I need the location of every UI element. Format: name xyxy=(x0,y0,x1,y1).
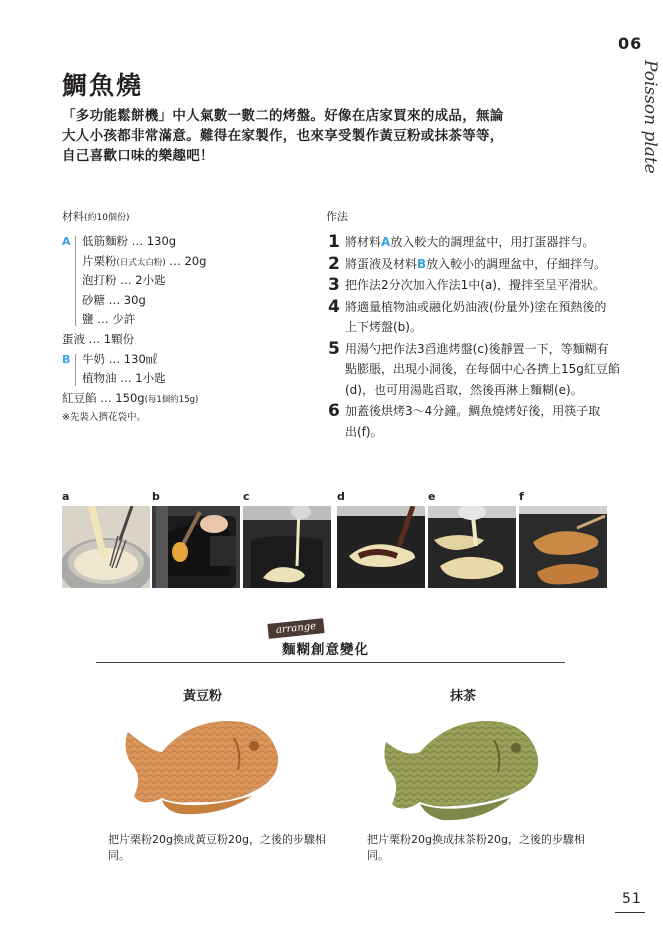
kinako-taiyaki-image xyxy=(122,712,282,824)
section-divider xyxy=(96,662,565,663)
intro-paragraph xyxy=(62,106,504,166)
photo-label: d xyxy=(337,490,345,503)
page-number: 51 xyxy=(622,891,642,907)
variation-desc-kinako: 把片栗粉20g換成黃豆粉20g，之後的步驟相同。 xyxy=(108,833,326,862)
ingredients-list xyxy=(62,232,262,408)
photo-label: f xyxy=(519,490,524,503)
step-item xyxy=(328,254,613,275)
step-text-line: 上下烤盤(b)。 xyxy=(345,320,422,334)
ingredient-item: 泡打粉 … 2小匙 xyxy=(82,273,166,288)
photo-label: a xyxy=(62,490,70,503)
step-number: 6 xyxy=(328,401,340,421)
photo-label: c xyxy=(243,490,250,503)
ingredient-item: 砂糖 … 30g xyxy=(82,292,146,307)
step-text-line: (d)，也可用湯匙舀取，然後再淋上麵糊(e)。 xyxy=(345,382,583,397)
group-b-label: B xyxy=(62,352,71,366)
arrange-title: 麵糊創意變化 xyxy=(282,642,369,658)
ingredient-item: A 低筋麵粉 … 130g xyxy=(62,232,262,252)
step-number: 3 xyxy=(328,275,340,295)
step-text-line: 把作法2分次加入作法1中(a)，攪拌至呈平滑狀。 xyxy=(345,278,605,292)
ingredients-note: ※先裝入擠花袋中。 xyxy=(62,412,146,423)
step-item xyxy=(328,401,613,442)
ingredients-heading: 材料 xyxy=(62,210,84,223)
step-item xyxy=(328,232,613,253)
intro-line: 「多功能鬆餅機」中人氣數一數二的烤盤。好像在店家買來的成品，無論 xyxy=(62,108,504,124)
matcha-taiyaki-image xyxy=(382,712,542,828)
step-text-line: 點膨脹，出現小洞後，在每個中心各擠上15g紅豆餡 xyxy=(345,362,620,376)
ingredients-title xyxy=(62,208,129,224)
group-a-label: A xyxy=(62,235,71,248)
page-number-underline xyxy=(615,912,645,913)
step-item xyxy=(328,275,613,296)
photo-a-mixing-bowl xyxy=(62,506,150,588)
variation-name-kinako: 黃豆粉 xyxy=(183,689,223,704)
step-item xyxy=(328,338,620,401)
photo-c-pouring-batter xyxy=(243,506,331,588)
step-text-line: 將適量植物油或融化奶油液(份量外)塗在預熱後的 xyxy=(345,299,607,314)
ingredient-item: 鹽 … 少許 xyxy=(82,312,136,327)
step-number: 2 xyxy=(328,253,340,274)
steps-title: 作法 xyxy=(326,210,348,223)
ingredient-item: 植物油 … 1小匙 xyxy=(82,371,166,386)
chapter-number: 06 xyxy=(618,34,643,53)
photo-b-oiling-plate xyxy=(152,506,240,588)
photo-f-finished-taiyaki xyxy=(519,506,607,588)
ingredient-item: 蛋液 … 1顆份 xyxy=(62,331,135,346)
arrange-badge: arrange xyxy=(267,618,324,639)
photo-label: b xyxy=(152,490,160,503)
step-text-line: 將材料A放入較大的調理盆中，用打蛋器拌勻。 xyxy=(345,235,595,249)
variation-desc-matcha: 把片栗粉20g換成抹茶粉20g，之後的步驟相同。 xyxy=(367,833,585,862)
ingredients-yield: (約10個份) xyxy=(84,213,130,223)
photo-label: e xyxy=(428,490,436,503)
ingredient-item: 片栗粉(日式太白粉) … 20g xyxy=(82,253,207,268)
step-text-line: 用湯勺把作法3舀進烤盤(c)後靜置一下，等麵糊有 xyxy=(345,341,609,356)
intro-line: 自己喜歡口味的樂趣吧！ xyxy=(62,148,214,164)
variation-name-matcha: 抹茶 xyxy=(450,689,477,704)
ingredient-item: B 牛奶 … 130㎖ xyxy=(62,350,262,370)
intro-line: 大人小孩都非常滿意。難得在家製作，也來享受製作黃豆粉或抹茶等等， xyxy=(62,128,504,144)
ingredient-item: 紅豆餡 … 150g(每1個約15g) xyxy=(62,390,199,405)
page-title: 鯛魚燒 xyxy=(62,71,144,100)
step-text-line: 加蓋後烘烤3～4分鐘。鯛魚燒烤好後，用筷子取 xyxy=(345,404,601,418)
photo-e-covering-batter xyxy=(428,506,516,588)
step-number: 5 xyxy=(328,338,340,359)
step-text-line: 將蛋液及材料B放入較小的調理盆中，仔細拌勻。 xyxy=(345,256,607,271)
photo-d-adding-bean-paste xyxy=(337,506,425,588)
step-number: 1 xyxy=(328,232,340,252)
step-item xyxy=(328,297,613,338)
chapter-script-title: Poisson plate xyxy=(640,60,660,174)
step-text-line: 出(f)。 xyxy=(345,424,383,439)
step-number: 4 xyxy=(328,296,340,317)
steps-list xyxy=(328,232,620,443)
